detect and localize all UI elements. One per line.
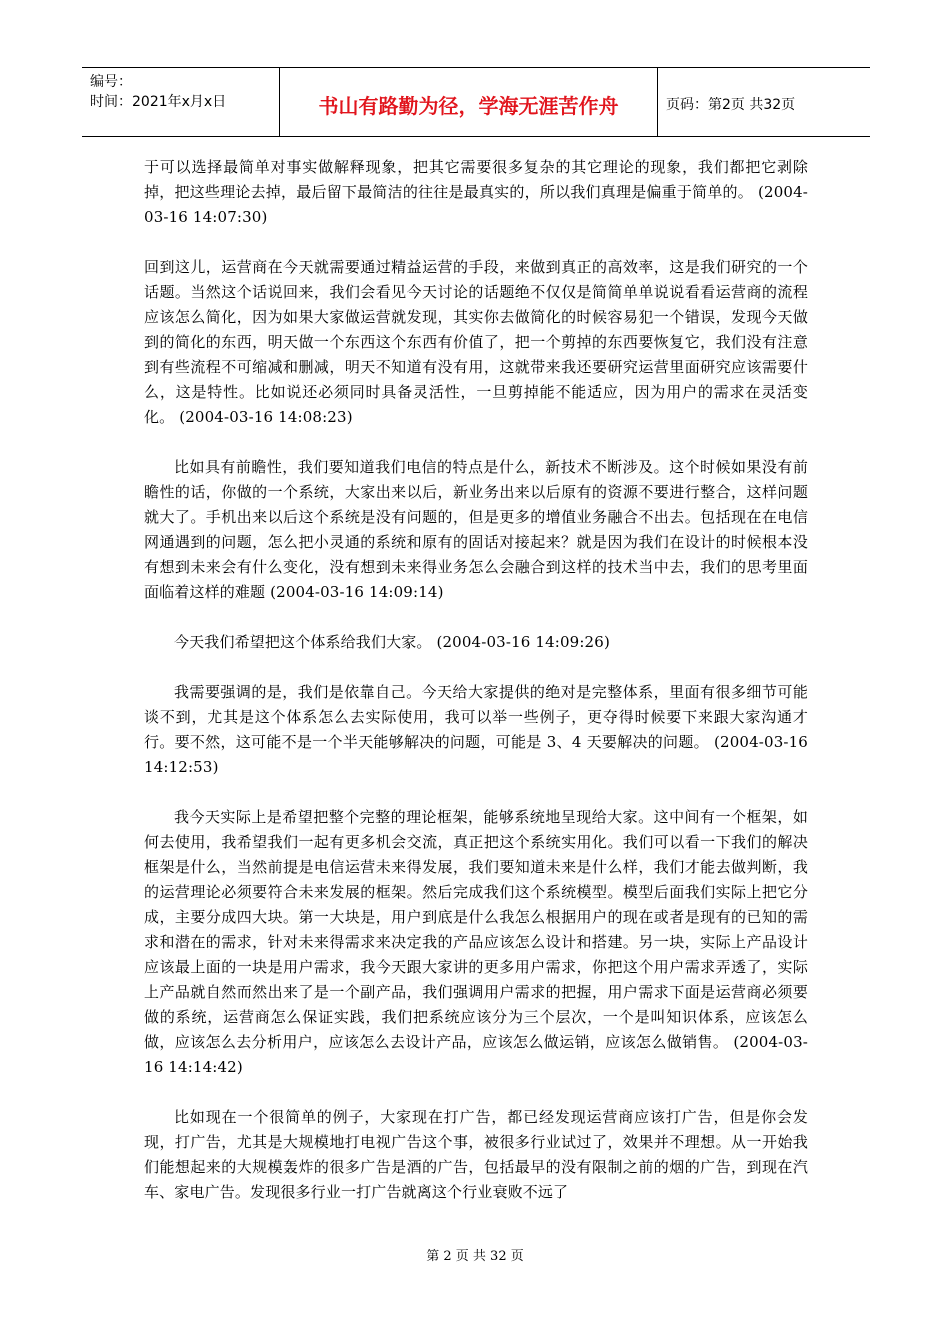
document-body [144,155,808,1230]
paragraph: 于可以选择最简单对事实做解释现象，把其它需要很多复杂的其它理论的现象，我们都把它剥除掉，把这些理论去掉，最后留下最简洁的往往是最真实的，所以我们真理是偏重于简单的。 (2004-03-16 14:07:30) [144,158,808,226]
header-motto: 书山有路勤为径，学海无涯苦作舟 [280,68,658,136]
page-header [82,67,870,137]
header-page-info: 页码：第2页 共32页 [666,97,796,113]
paragraph: 我今天实际上是希望把整个完整的理论框架，能够系统地呈现给大家。这中间有一个框架，如何去使用，我希望我们一起有更多机会交流，真正把这个系统实用化。我们可以看一下我们的解决框架是什么，当然前提是电信运营未来得发展，我们要知道未来是什么样，我们才能去做判断，我的运营理论必须要符合未来发展的框架。然后完成我们这个系统模型。模型后面我们实际上把它分成，主要分成四大块。第一大块是，用户到底是什么我怎么根据用户的现在或者是现有的已知的需求和潜在的需求，针对未来得需求来决定我的产品应该怎么设计和搭建。另一块，实际上产品设计应该最上面的一块是用户需求，我今天跟大家讲的更多用户需求，你把这个用户需求弄透了，实际上产品就自然而然出来了是一个副产品，我们强调用户需求的把握，用户需求下面是运营商必须要做的系统，运营商怎么保证实践，我们把系统应该分为三个层次，一个是叫知识体系，应该怎么做，应该怎么去分析用户，应该怎么去设计产品，应该怎么做运销，应该怎么做销售。 (2004-03-16 14:14:42) [144,808,808,1076]
page-footer: 第 2 页 共 32 页 [426,1249,524,1264]
paragraph: 我需要强调的是，我们是依靠自己。今天给大家提供的绝对是完整体系，里面有很多细节可能谈不到，尤其是这个体系怎么去实际使用，我可以举一些例子，更夺得时候要下来跟大家沟通才行。要不然，这可能不是一个半天能够解决的问题，可能是 3、4 天要解决的问题。 (2004-03-16 14:12:53) [144,683,808,776]
document-date: 时间：2021年x月x日 [90,94,227,110]
header-meta [82,68,280,136]
paragraph: 回到这儿，运营商在今天就需要通过精益运营的手段，来做到真正的高效率，这是我们研究的一个话题。当然这个话说回来，我们会看见今天讨论的话题绝不仅仅是简简单单说说看看运营商的流程应该怎么简化，因为如果大家做运营就发现，其实你去做简化的时候容易犯一个错误，发现今天做到的简化的东西，明天做一个东西这个东西有价值了，把一个剪掉的东西要恢复它，我们没有注意到有些流程不可缩减和删减，明天不知道有没有用，这就带来我还要研究运营里面研究应该需要什么，这是特性。比如说还必须同时具备灵活性，一旦剪掉能不能适应，因为用户的需求在灵活变化。 (2004-03-16 14:08:23) [144,258,808,426]
paragraph: 今天我们希望把这个体系给我们大家。 (2004-03-16 14:09:26) [174,633,610,651]
paragraph: 比如现在一个很简单的例子，大家现在打广告，都已经发现运营商应该打广告，但是你会发现，打广告，尤其是大规模地打电视广告这个事，被很多行业试过了，效果并不理想。从一开始我们能想起来的大规模轰炸的很多广告是酒的广告，包括最早的没有限制之前的烟的广告，到现在汽车、家电广告。发现很多行业一打广告就离这个行业衰败不远了 [144,1108,808,1201]
paragraph: 比如具有前瞻性，我们要知道我们电信的特点是什么，新技术不断涉及。这个时候如果没有前瞻性的话，你做的一个系统，大家出来以后，新业务出来以后原有的资源不要进行整合，这样问题就大了。手机出来以后这个系统是没有问题的，但是更多的增值业务融合不出去。包括现在在电信网通遇到的问题，怎么把小灵通的系统和原有的固话对接起来？就是因为我们在设计的时候根本没有想到未来会有什么变化，没有想到未来得业务怎么会融合到这样的技术当中去，我们的思考里面面临着这样的难题 (2004-03-16 14:09:14) [144,458,808,601]
document-number-label: 编号： [90,74,132,90]
